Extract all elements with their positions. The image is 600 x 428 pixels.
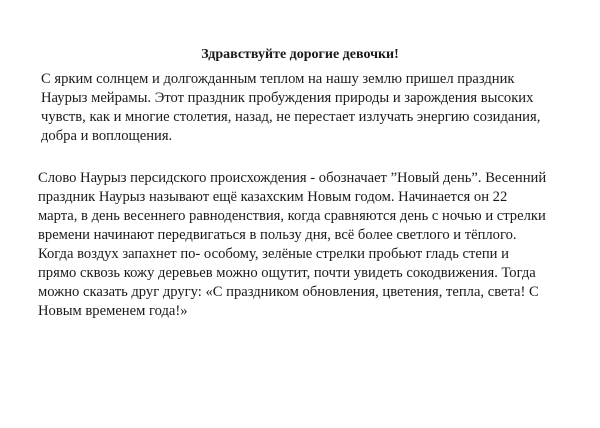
paragraph-line: марта, в день весеннего равноденствия, когда сравняются день с ночью и стрелки xyxy=(38,208,546,224)
paragraph-line: праздник Наурыз называют ещё казахским Новым годом. Начинается он 22 xyxy=(38,189,508,205)
paragraph-line: Новым временем года!» xyxy=(38,303,188,319)
paragraph-line: чувств, как и многие столетия, назад, не перестает излучать энергию созидания, xyxy=(41,109,541,125)
paragraph-line: Наурыз мейрамы. Этот праздник пробуждения природы и зарождения высоких xyxy=(41,90,534,106)
paragraph-line: С ярким солнцем и долгожданным теплом на нашу землю пришел праздник xyxy=(41,71,515,87)
paragraph-nauryz-meaning xyxy=(38,169,578,321)
document-title: Здравствуйте дорогие девочки! xyxy=(201,47,399,62)
paragraph-greeting xyxy=(38,70,578,146)
paragraph-line: добра и воплощения. xyxy=(41,128,173,144)
paragraph-line: прямо сквозь кожу деревьев можно ощутит, почти увидеть сокодвижения. Тогда xyxy=(38,265,536,281)
paragraph-line: можно сказать друг другу: «С праздником обновления, цветения, тепла, света! С xyxy=(38,284,539,300)
paragraph-line: времени начинают передвигаться в пользу дня, всё более светлого и тёплого. xyxy=(38,227,517,243)
paragraph-line: Слово Наурыз персидского происхождения - обозначает ”Новый день”. Весенний xyxy=(38,170,547,186)
paragraph-line: Когда воздух запахнет по- особому, зелёные стрелки пробьют гладь степи и xyxy=(38,246,509,262)
